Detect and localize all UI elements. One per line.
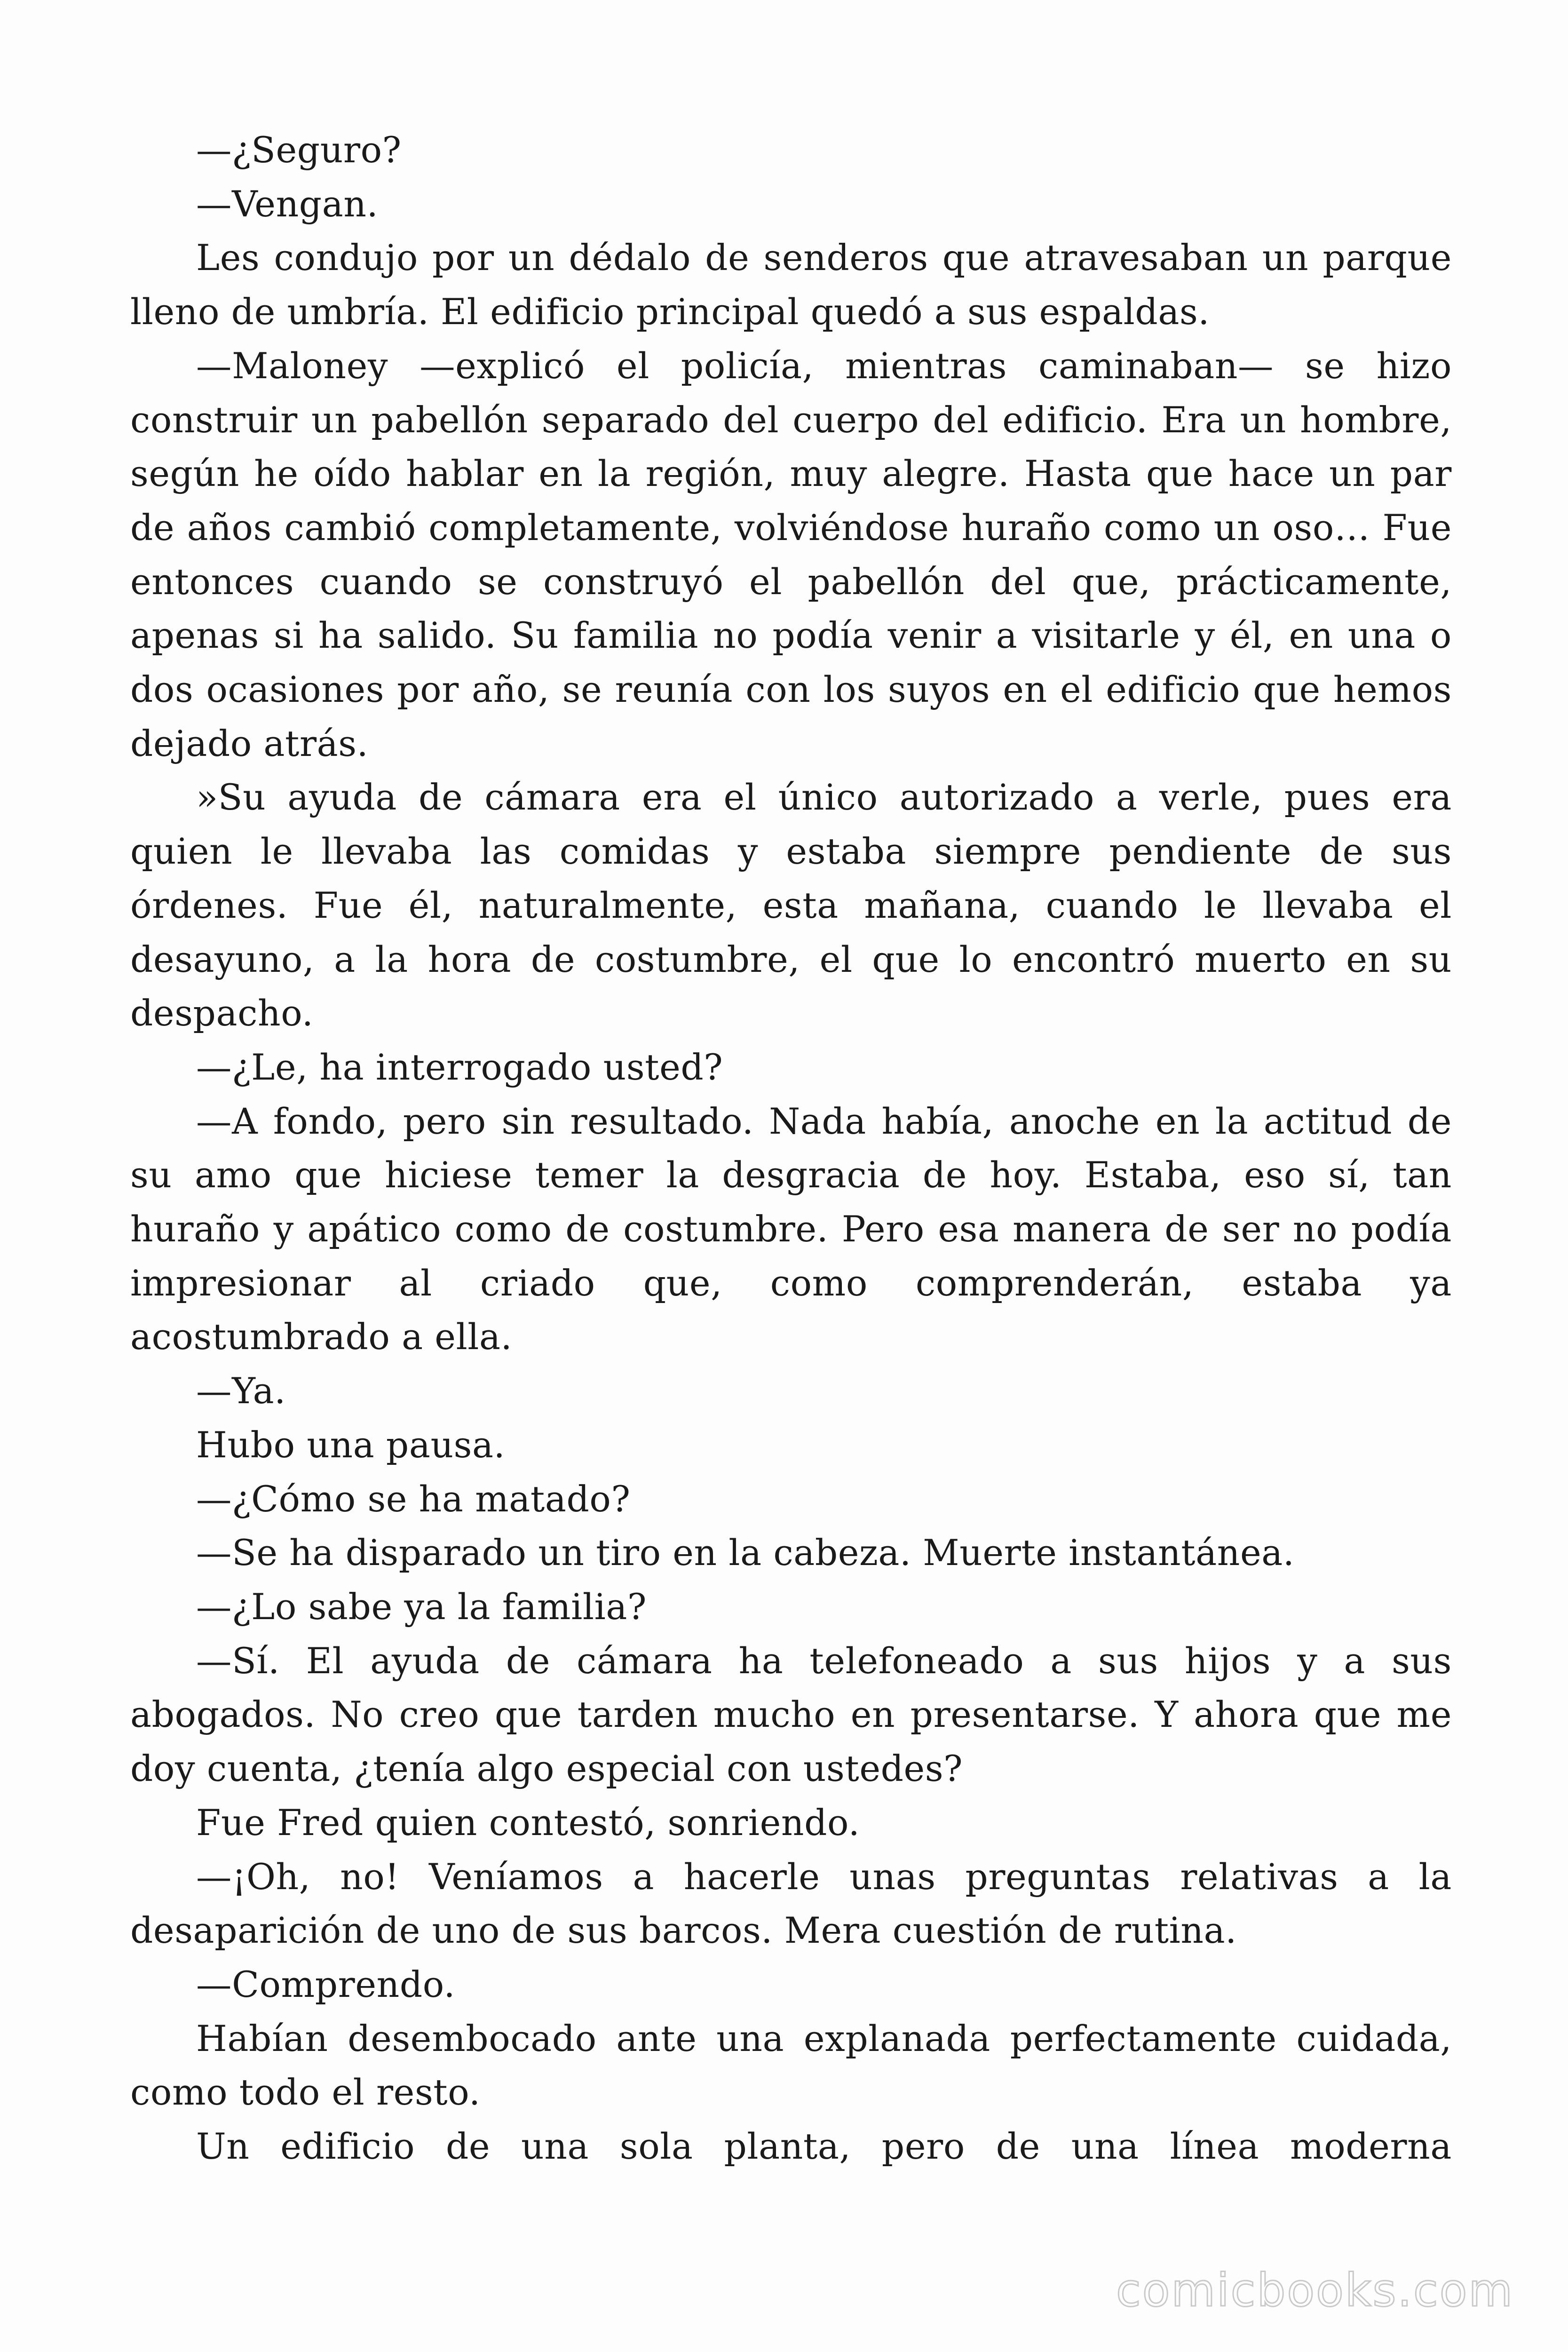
paragraph: —Se ha disparado un tiro en la cabeza. Muerte instantánea. — [196, 1532, 1295, 1574]
paragraph: —Comprendo. — [196, 1963, 456, 2005]
paragraph: »Su ayuda de cámara era el único autorizado a verle, pues era quien le llevaba las comidas y estaba siempre pendiente de sus órdenes. Fue él, naturalmente, esta mañana, cuando le llevaba el desayuno, a la hora de costumbre, el que lo encontró muerto en su despacho. — [130, 777, 1452, 1034]
paragraph: —¡Oh, no! Veníamos a hacerle unas preguntas relativas a la desaparición de uno de sus barcos. Mera cuestión de rutina. — [130, 1856, 1452, 1952]
paragraph: —¿Cómo se ha matado? — [196, 1478, 631, 1520]
paragraph: —Ya. — [196, 1370, 286, 1412]
paragraph: Fue Fred quien contestó, sonriendo. — [196, 1802, 860, 1843]
paragraph: —¿Seguro? — [196, 129, 402, 171]
paragraph: Les condujo por un dédalo de senderos que atravesaban un parque lleno de umbría. El edificio principal quedó a sus espaldas. — [130, 237, 1452, 333]
watermark: comicbooks.com — [1116, 2264, 1514, 2317]
paragraph: Hubo una pausa. — [196, 1424, 506, 1466]
paragraph: —Vengan. — [196, 183, 379, 225]
paragraph: —Sí. El ayuda de cámara ha telefoneado a sus hijos y a sus abogados. No creo que tarden mucho en presentarse. Y ahora que me doy cuenta, ¿tenía algo especial con ustedes? — [130, 1640, 1452, 1790]
paragraph: Habían desembocado ante una explanada perfectamente cuidada, como todo el resto. — [130, 2018, 1452, 2114]
paragraph: Un edificio de una sola planta, pero de una línea moderna — [196, 2126, 1452, 2168]
page-body — [130, 0, 1452, 2174]
paragraph: —A fondo, pero sin resultado. Nada había, anoche en la actitud de su amo que hiciese temer la desgracia de hoy. Estaba, eso sí, tan huraño y apático como de costumbre. Pero esa manera de ser no podía impresionar al criado que, como comprenderán, estaba ya acostumbrado a ella. — [130, 1100, 1452, 1358]
paragraph: —¿Le, ha interrogado usted? — [196, 1046, 723, 1088]
paragraph: —¿Lo sabe ya la familia? — [196, 1586, 647, 1628]
paragraph: —Maloney —explicó el policía, mientras caminaban— se hizo construir un pabellón separado del cuerpo del edificio. Era un hombre, según he oído hablar en la región, muy alegre. Hasta que hace un par de años cambió completamente, volviéndose huraño como un oso… Fue entonces cuando se construyó el pabellón del que, prácticamente, apenas si ha salido. Su familia no podía venir a visitarle y él, en una o dos ocasiones por año, se reunía con los suyos en el edificio que hemos dejado atrás. — [130, 345, 1452, 764]
